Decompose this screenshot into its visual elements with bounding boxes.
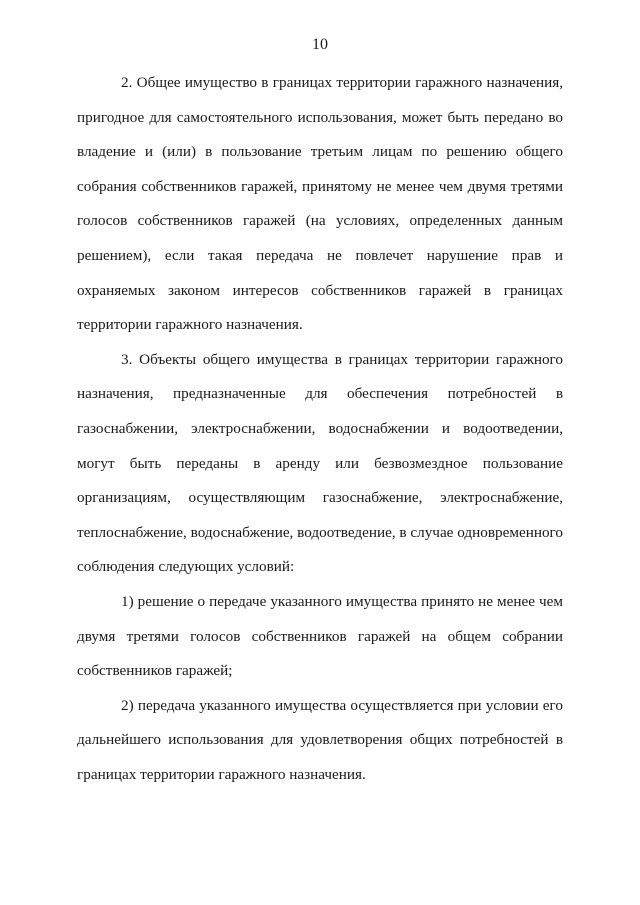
page-number: 10 <box>312 36 328 53</box>
paragraph-3: 3. Объекты общего имущества в границах территории гаражного назначения, предназначенные для обеспечения потребностей в газоснабжении, электроснабжении, водоснабжении и водоотведении, могут быть переданы в аренду или безвозмездное пользование организациям, осуществляющим газоснабжение, электроснабжение, теплоснабжение, водоснабжение, водоотведение, в случае одновременного соблюдения следующих условий: <box>77 350 563 576</box>
paragraph-2: 2. Общее имущество в границах территории гаражного назначения, пригодное для самостоятельного использования, может быть передано во владение и (или) в пользование третьим лицам по решению общего собрания собственников гаражей, принятому не менее чем двумя третями голосов собственников гаражей (на условиях, определенных данным решением), если такая передача не повлечет нарушение прав и охраняемых законом интересов собственников гаражей в границах территории гаражного назначения. <box>77 74 563 334</box>
paragraph-3-item-2: 2) передача указанного имущества осуществляется при условии его дальнейшего использования для удовлетворения общих потребностей в границах территории гаражного назначения. <box>77 696 563 783</box>
document-body <box>77 66 563 792</box>
paragraph-3-item-1: 1) решение о передаче указанного имущества принято не менее чем двумя третями голосов собственников гаражей на общем собрании собственников гаражей; <box>77 592 563 680</box>
